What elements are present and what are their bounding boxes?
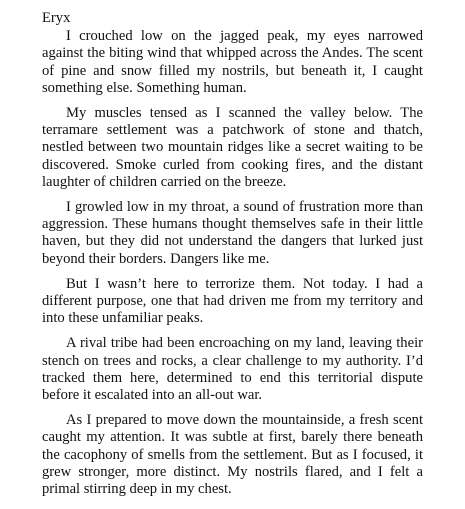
paragraph-4: But I wasn’t here to terrorize them. Not today. I had a different purpose, one that had driven me from my territory and into these unfamiliar peaks.: [42, 275, 423, 327]
paragraph-5: A rival tribe had been encroaching on my land, leaving their stench on trees and rocks, a clear challenge to my authority. I’d tracked them here, determined to end this territorial dispute before it escalated into an all-out war.: [42, 335, 423, 404]
paragraph-3: I growled low in my throat, a sound of frustration more than aggression. These humans thought themselves safe in their little haven, but they did not understand the dangers that lurked just beyond their borders. Dangers like me.: [42, 199, 423, 267]
paragraph-1: I crouched low on the jagged peak, my eyes narrowed against the biting wind that whipped across the Andes. The scent of pine and snow filled my nostrils, but beneath it, I caught something else. Something human.: [42, 28, 423, 96]
paragraph-2: My muscles tensed as I scanned the valley below. The terramare settlement was a patchwork of stone and thatch, nestled between two mountain ridges like a secret waiting to be discovered. Smoke curled from cooking fires, and the distant laughter of children carried on the breeze.: [42, 105, 423, 190]
chapter-title: Eryx: [42, 10, 71, 26]
paragraph-6: As I prepared to move down the mountainside, a fresh scent caught my attention. It was subtle at first, barely there beneath the cacophony of smells from the settlement. But as I focused, it grew stronger, more distinct. My nostrils flared, and I felt a primal stirring deep in my chest.: [42, 412, 423, 498]
